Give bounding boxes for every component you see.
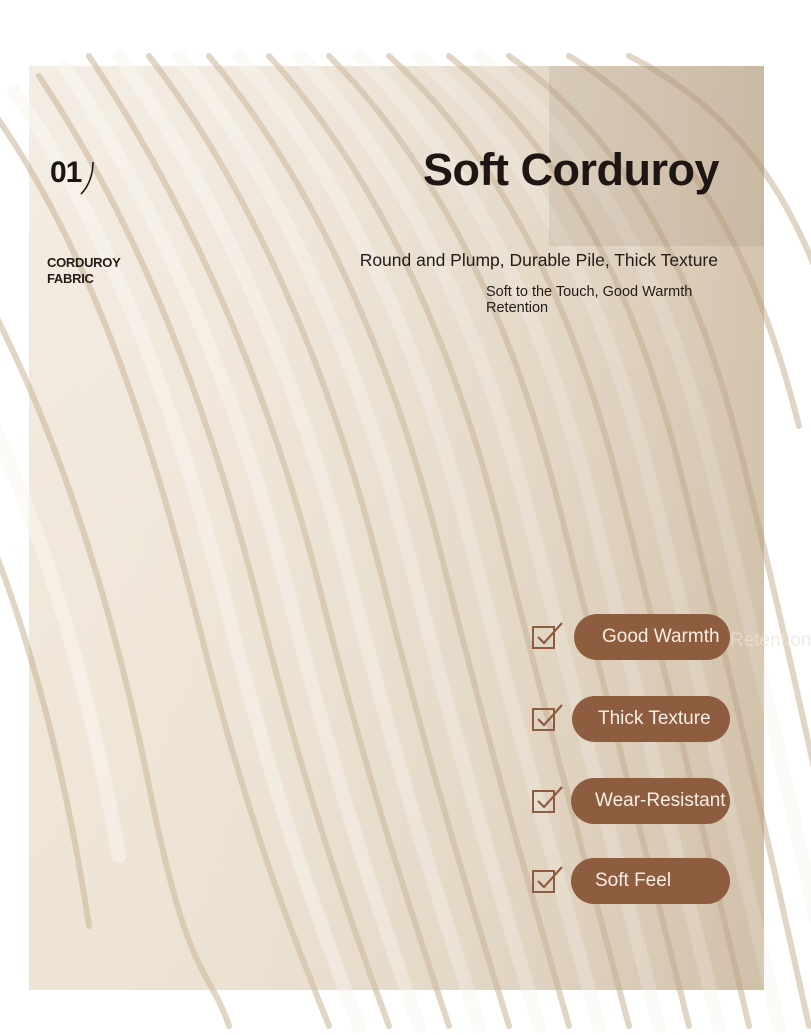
slash-accent-icon [79, 160, 95, 196]
feature-item [532, 778, 772, 826]
feature-item [532, 858, 772, 906]
checkbox-icon [532, 622, 564, 650]
checkbox-icon [532, 786, 564, 814]
category-line-2: FABRIC [47, 271, 94, 286]
description: Soft to the Touch, Good Warmth Retention [486, 284, 693, 316]
category-line-1: CORDUROY [47, 255, 121, 270]
feature-badge: Good Warmth [574, 614, 730, 660]
feature-badge: Thick Texture [572, 696, 730, 742]
page-title: Soft Corduroy [423, 144, 719, 195]
subtitle: Round and Plump, Durable Pile, Thick Texture [359, 250, 718, 270]
hero-card [29, 66, 764, 990]
feature-badge: Wear-Resistant [571, 778, 730, 824]
section-number: 01 [50, 156, 82, 189]
checkbox-icon [532, 866, 564, 894]
feature-badge: Soft Feel [571, 858, 730, 904]
feature-item [532, 696, 772, 744]
category-label [47, 255, 120, 287]
checkbox-icon [532, 704, 564, 732]
overflow-text: Retention [730, 630, 811, 651]
corduroy-fabric-image [29, 66, 764, 990]
